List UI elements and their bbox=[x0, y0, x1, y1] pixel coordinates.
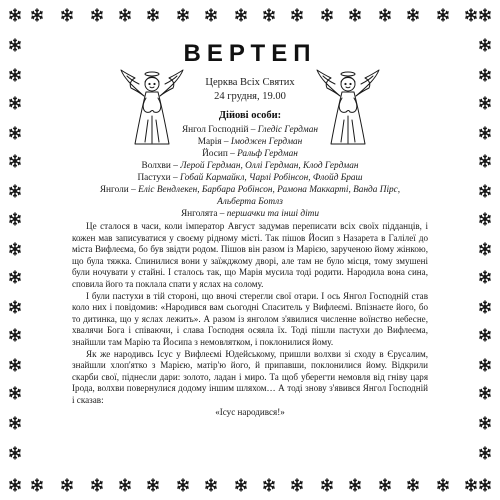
snowflake-icon bbox=[118, 478, 132, 492]
snowflake-icon bbox=[8, 126, 22, 140]
snowflake-icon bbox=[90, 478, 104, 492]
cast-role: Янголята – bbox=[180, 209, 227, 219]
snowflake-icon bbox=[60, 8, 74, 22]
cast-role: Пастухи – bbox=[137, 173, 180, 183]
snowflake-icon bbox=[290, 8, 304, 22]
page-title: ВЕРТЕП bbox=[183, 40, 317, 67]
snowflake-icon bbox=[60, 478, 74, 492]
angel-icon bbox=[313, 66, 383, 148]
snowflake-icon bbox=[30, 8, 44, 22]
snowflake-icon bbox=[478, 184, 492, 198]
snowflake-icon bbox=[8, 358, 22, 372]
cast-actors: Імоджен Гердман bbox=[230, 137, 303, 147]
snowflake-icon bbox=[8, 328, 22, 342]
cast-actors: Ральф Гердман bbox=[237, 149, 298, 159]
cast-actors: Еліс Вендлекен, Барбара Робінсон, Рамона Маккарті, Ванда Пірс, Альберта Ботлз bbox=[138, 185, 401, 207]
snowflake-icon bbox=[204, 478, 218, 492]
snowflake-icon bbox=[8, 386, 22, 400]
cast-line bbox=[90, 160, 410, 172]
cast-role: Марія – bbox=[197, 137, 231, 147]
story-paragraph: Як же народивсь Ісус у Вифлеємі Юдейському, пришли волхви зі сходу в Єрусалим, знайшли хлоп'ятко з Марією, матір'ю його, й припавши, поклонилися йому. Відкрили скарби свої, піднесли дари: золото, ладан і миро. Та щоб уберегти немовля від гніву царя Ірода, волхви повернулися додому іншим шляхом… А тоді знову з'явився Янгол Господній і сказав: bbox=[72, 348, 428, 405]
snowflake-icon bbox=[478, 416, 492, 430]
cast-role: Волхви – bbox=[141, 161, 181, 171]
cast-heading: Дійові особи: bbox=[218, 110, 282, 121]
snowflake-icon bbox=[8, 154, 22, 168]
cast-line bbox=[90, 172, 410, 184]
snowflake-icon bbox=[478, 126, 492, 140]
snowflake-icon bbox=[8, 242, 22, 256]
snowflake-icon bbox=[146, 8, 160, 22]
snowflake-icon bbox=[436, 8, 450, 22]
snowflake-icon bbox=[176, 8, 190, 22]
snowflake-icon bbox=[464, 8, 478, 22]
snowflake-icon bbox=[146, 478, 160, 492]
snowflake-icon bbox=[478, 300, 492, 314]
snowflake-icon bbox=[348, 8, 362, 22]
snowflake-icon bbox=[30, 478, 44, 492]
snowflake-icon bbox=[478, 154, 492, 168]
snowflake-icon bbox=[478, 446, 492, 460]
snowflake-icon bbox=[118, 8, 132, 22]
cast-actors: Лерой Гердман, Оллі Гердман, Клод Гердман bbox=[180, 161, 359, 171]
snowflake-icon bbox=[478, 358, 492, 372]
snowflake-icon bbox=[320, 478, 334, 492]
cast-line bbox=[90, 148, 410, 160]
snowflake-icon bbox=[262, 478, 276, 492]
cast-actors: Гобай Кармайкл, Чарлі Робінсон, Флойд Браш bbox=[179, 173, 363, 183]
nativity-story bbox=[72, 221, 428, 418]
snowflake-icon bbox=[348, 478, 362, 492]
snowflake-icon bbox=[8, 300, 22, 314]
story-paragraph: І були пастухи в тій стороні, що вночі стерегли свої отари. І ось Янгол Господній став коло них і повідомив: «Народився вам сьогодні Спаситель у Вифлеємі. Впізнаєте його, бо то дитинка, що у яслах лежить». А разом із янголом з'явилися численне воїнство небесне, хвалячи Бога і співаючи, і слава Господня осяяла їх. Тоді пішли пастухи до Вифлеєма, знайшли там Марію та Йосипа з немовлятком, і поклонилися йому. bbox=[72, 290, 428, 347]
snowflake-icon bbox=[478, 242, 492, 256]
snowflake-icon bbox=[8, 478, 22, 492]
snowflake-icon bbox=[478, 478, 492, 492]
snowflake-icon bbox=[436, 478, 450, 492]
snowflake-icon bbox=[8, 270, 22, 284]
snowflake-icon bbox=[378, 8, 392, 22]
cast-role: Янголи – bbox=[99, 185, 139, 195]
snowflake-icon bbox=[406, 478, 420, 492]
snowflake-icon bbox=[8, 212, 22, 226]
snowflake-icon bbox=[478, 328, 492, 342]
snowflake-icon bbox=[8, 446, 22, 460]
snowflake-icon bbox=[478, 270, 492, 284]
snowflake-icon bbox=[176, 478, 190, 492]
snowflake-icon bbox=[204, 8, 218, 22]
datetime-text: 24 грудня, 19.00 bbox=[214, 91, 286, 102]
snowflake-icon bbox=[262, 8, 276, 22]
snowflake-icon bbox=[406, 8, 420, 22]
closing-line: «Ісус народився!» bbox=[215, 406, 285, 417]
cast-line bbox=[90, 184, 410, 208]
story-paragraph: Це сталося в часи, коли імператор Август задумав переписати всіх своїх підданців, і кожен мав записуватися у своєму рідному місті. Так пішов Йосип з Назарета в Галілеї до міста Вифлеєма, бо був звідти родом. Пішов він разом із Марією, зарученою йому жінкою, що була тяжка. Спинилися вони у заїжджому дворі, але там не було місця, тому змушені були ночувати у стайні. І сталось так, що Марія мусила тоді родити. Народила вона сина, сповила його та поклала спати у яслах на солому. bbox=[72, 221, 428, 289]
cast-role: Янгол Господній – bbox=[181, 125, 258, 135]
cast-line bbox=[90, 208, 410, 220]
snowflake-icon bbox=[8, 184, 22, 198]
snowflake-icon bbox=[478, 212, 492, 226]
snowflake-icon bbox=[234, 478, 248, 492]
cast-actors: Гледіс Гердман bbox=[257, 125, 318, 135]
snowflake-icon bbox=[234, 8, 248, 22]
snowflake-icon bbox=[8, 8, 22, 22]
snowflake-icon bbox=[320, 8, 334, 22]
angel-icon bbox=[117, 66, 187, 148]
snowflake-icon bbox=[290, 478, 304, 492]
snowflake-icon bbox=[478, 8, 492, 22]
cast-actors: першачки та інші діти bbox=[226, 209, 320, 219]
snowflake-icon bbox=[90, 8, 104, 22]
cast-role: Йосип – bbox=[202, 149, 238, 159]
snowflake-icon bbox=[378, 478, 392, 492]
snowflake-icon bbox=[478, 386, 492, 400]
snowflake-icon bbox=[464, 478, 478, 492]
snowflake-icon bbox=[8, 416, 22, 430]
venue-text: Церква Всіх Святих bbox=[205, 77, 295, 88]
